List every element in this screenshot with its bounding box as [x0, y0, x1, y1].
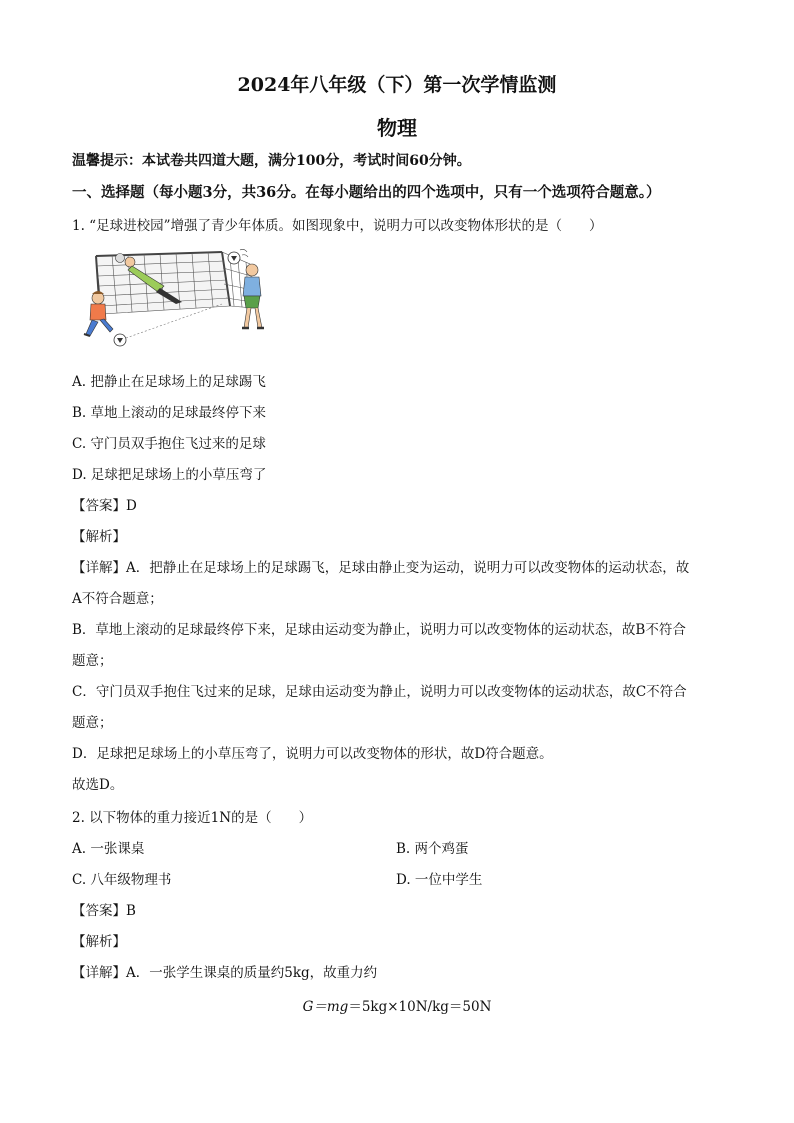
- q1-analysis-label: 【解析】: [72, 529, 126, 545]
- page-title: 2024年八年级（下）第一次学情监测: [237, 74, 557, 96]
- q2-stem: 2. 以下物体的重力接近1N的是（ ）: [72, 810, 313, 826]
- formula-rhs: ＝5kg×10N/kg＝50N: [348, 999, 492, 1015]
- q1-option-d: D. 足球把足球场上的小草压弯了: [72, 467, 267, 483]
- formula-lhs: G＝mg: [302, 999, 349, 1015]
- q1-option-a: A. 把静止在足球场上的足球踢飞: [72, 374, 266, 390]
- gravity-formula: [0, 995, 794, 1015]
- subject-title: 物理: [377, 116, 417, 140]
- q1-detail-line: 题意；: [72, 715, 113, 731]
- section-heading: 一、选择题（每小题3分，共36分。在每小题给出的四个选项中，只有一个选项符合题意。）: [72, 184, 661, 201]
- q1-detail-line: D．足球把足球场上的小草压弯了，说明力可以改变物体的形状，故D符合题意。: [72, 746, 553, 762]
- exam-notice: 温馨提示：本试卷共四道大题，满分100分，考试时间60分钟。: [72, 153, 471, 169]
- q2-analysis-label: 【解析】: [72, 934, 126, 950]
- q1-detail-line: B．草地上滚动的足球最终停下来，足球由运动变为静止，说明力可以改变物体的运动状态，故B不符合: [72, 622, 686, 638]
- q1-option-b: B. 草地上滚动的足球最终停下来: [72, 405, 267, 421]
- q2-option-d: D. 一位中学生: [396, 872, 483, 888]
- q1-answer: 【答案】D: [72, 498, 137, 514]
- q1-detail-line: 【详解】A．把静止在足球场上的足球踢飞，足球由静止变为运动，说明力可以改变物体的运动状态，故: [72, 560, 690, 576]
- q1-option-c: C. 守门员双手抱住飞过来的足球: [72, 436, 266, 452]
- q1-detail-line: 题意；: [72, 653, 113, 669]
- soccer-illustration: [72, 246, 282, 350]
- q1-detail-line: C．守门员双手抱住飞过来的足球，足球由运动变为静止，说明力可以改变物体的运动状态，故C不符合: [72, 684, 687, 700]
- q1-stem: 1. “足球进校园”增强了青少年体质。如图现象中，说明力可以改变物体形状的是（ ）: [72, 218, 603, 234]
- q1-conclusion: 故选D。: [72, 777, 124, 793]
- q2-option-a: A. 一张课桌: [72, 841, 145, 857]
- q2-option-b: B. 两个鸡蛋: [396, 841, 469, 857]
- q1-detail-line: A不符合题意；: [72, 591, 163, 607]
- q2-detail-line: 【详解】A．一张学生课桌的质量约5kg，故重力约: [72, 965, 378, 981]
- heading-player-figure: [242, 264, 264, 328]
- q2-option-c: C. 八年级物理书: [72, 872, 172, 888]
- q2-answer: 【答案】B: [72, 903, 136, 919]
